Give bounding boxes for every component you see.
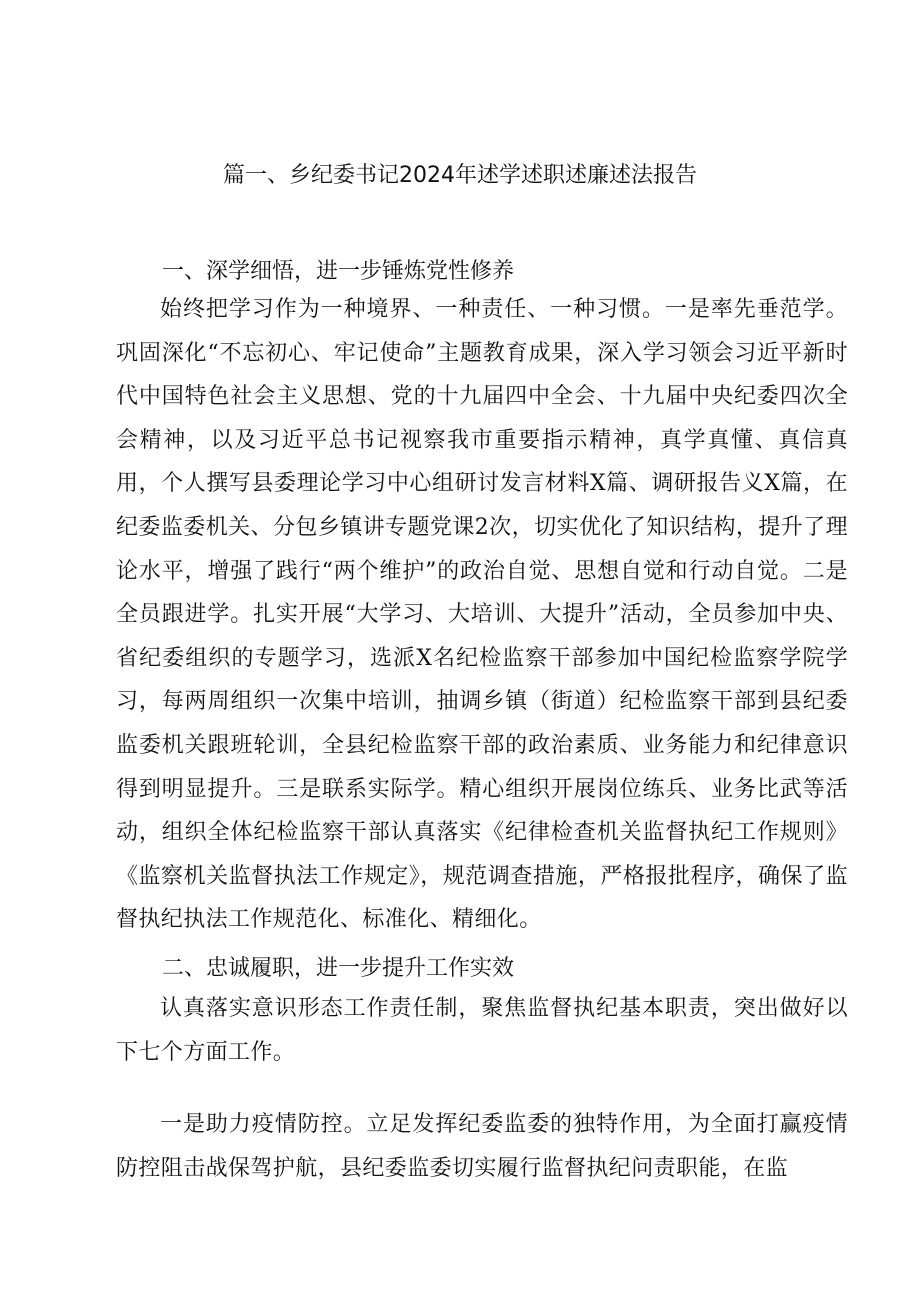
- section-2-paragraph-1: 认真落实意识形态工作责任制，聚焦监督执纪基本职责，突出做好以下七个方面工作。: [116, 996, 848, 1065]
- section-2-paragraph-2: 一是助力疫情防控。立足发挥纪委监委的独特作用，为全面打赢疫情防控阻击战保驾护航，县纪委监委切实履行监督执纪问责职能，在监: [116, 1112, 848, 1181]
- section-heading-2: 二、忠诚履职，进一步提升工作实效: [162, 956, 515, 981]
- section-1-paragraph-1: 始终把学习作为一种境界、一种责任、一种习惯。一是率先垂范学。巩固深化“不忘初心、牢记使命”主题教育成果，深入学习领会习近平新时代中国特色社会主义思想、党的十九届四中全会、十九届中央纪委四次全会精神，以及习近平总书记视察我市重要指示精神，真学真懂、真信真用，个人撰写县委理论学习中心组研讨发言材料X篇、调研报告义X篇，在纪委监委机关、分包乡镇讲专题党课2次，切实优化了知识结构，提升了理论水平，增强了践行“两个维护”的政治自觉、思想自觉和行动自觉。二是全员跟进学。扎实开展“大学习、大培训、大提升”活动，全员参加中央、省纪委组织的专题学习，选派X名纪检监察干部参加中国纪检监察学院学习，每两周组织一次集中培训，抽调乡镇（街道）纪检监察干部到县纪委监委机关跟班轮训，全县纪检监察干部的政治素质、业务能力和纪律意识得到明显提升。三是联系实际学。精心组织开展岗位练兵、业务比武等活动，组织全体纪检监察干部认真落实《纪律检查机关监督执纪工作规则》《监察机关监督执法工作规定》，规范调查措施，严格报批程序，确保了监督执纪执法工作规范化、标准化、精细化。: [116, 297, 848, 933]
- section-heading-1: 一、深学细悟，进一步锤炼党性修养: [162, 259, 515, 284]
- document-title: 篇一、乡纪委书记2024年述学述职述廉述法报告: [223, 163, 697, 188]
